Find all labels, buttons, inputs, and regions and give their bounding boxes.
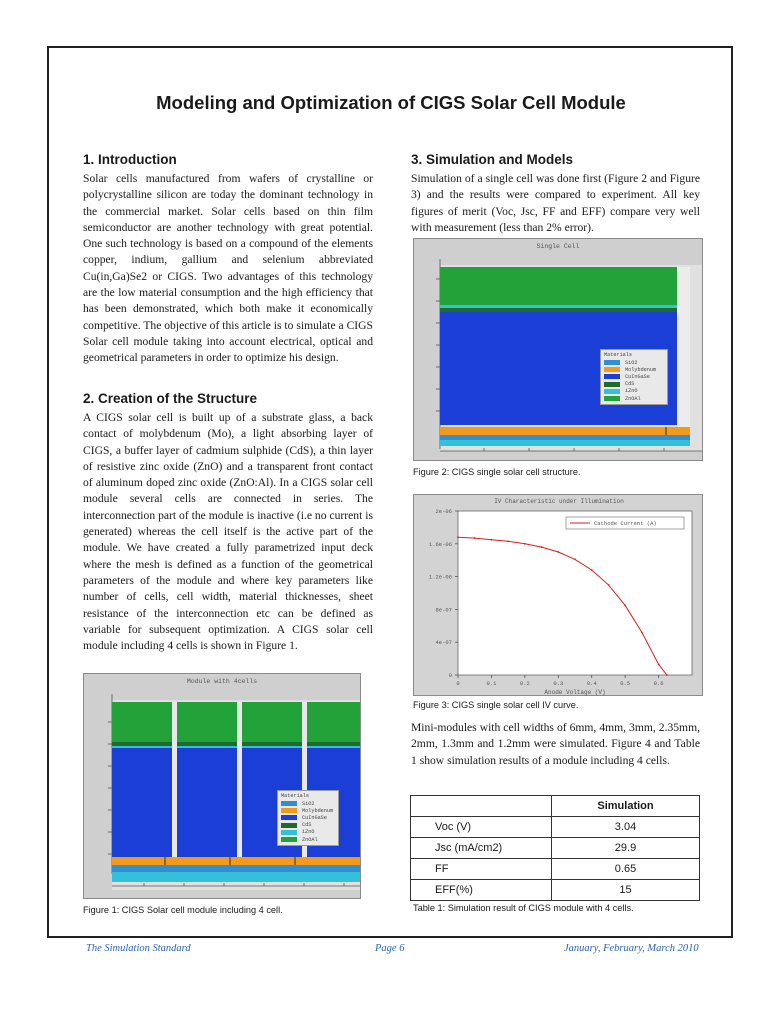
figure-1-module-structure — [83, 673, 361, 899]
iv-chart-svg — [414, 495, 704, 697]
y-tick-label: 1.2e-06 — [428, 573, 452, 581]
plot-area — [458, 511, 692, 675]
figure-1-plot-title: Module with 4cells — [186, 678, 258, 685]
legend-item-molybdenum: Molybdenum — [281, 807, 335, 814]
table-cell-value: 0.65 — [552, 859, 700, 880]
table-row — [411, 817, 700, 838]
y-tick-label: 2e-06 — [435, 508, 452, 515]
data-point — [591, 569, 593, 571]
y-tick-label: 1.6e-06 — [428, 540, 452, 548]
footer-date: January, February, March 2010 — [564, 943, 699, 954]
data-point — [491, 539, 493, 541]
figure-3-iv-chart — [413, 494, 703, 696]
legend-item-izno: iZnO — [281, 829, 335, 836]
legend-item-cds: CdS — [604, 381, 664, 388]
data-point — [457, 536, 459, 538]
x-tick-label: 0.4 — [586, 680, 597, 687]
table-cell-value: 29.9 — [552, 838, 700, 859]
figure-2-plot-title: Single Cell — [536, 243, 580, 250]
table-header-row — [411, 796, 700, 817]
data-point — [507, 540, 509, 542]
legend-item-znoal: ZnOAl — [281, 836, 335, 843]
x-tick-label: 0.6 — [653, 680, 664, 687]
intro-paragraph: Solar cells manufactured from wafers of crystalline or polycrystalline silicon are today the dominant technology in the commercial market. Solar cells based on thin film semiconductor are another technology with great potential. One such technology is based on a compound of the elements copper, indium, gallium and selenium abbreviated Cu(in,Ga)Se2 or CIGS. Two advantages of this technology are the low material consumption and the high efficiency that has been demonstrated, which both make it economically competitive. The objective of this article is to simulate a CIGS Solar cell module taking into account electrical, optical and geometrical parameters in order to optimize his design. — [83, 172, 373, 365]
figure-2-single-cell — [413, 238, 703, 461]
simulation-paragraph: Simulation of a single cell was done first (Figure 2 and Figure 3) and the results were compared to experiment. All key figures of merit (Voc, Jsc, FF and EFF) compare very well with measurement (less than 2% error). — [411, 172, 700, 234]
legend-item-cuingase: CuInGaSe — [604, 373, 664, 380]
data-point — [658, 663, 660, 665]
legend-item-cds: CdS — [281, 822, 335, 829]
table-cell-label: Voc (V) — [411, 817, 552, 838]
legend-title: Materials — [281, 793, 310, 799]
table-row — [411, 838, 700, 859]
table-cell-label: Jsc (mA/cm2) — [411, 838, 552, 859]
legend-item-cuingase: CuInGaSe — [281, 814, 335, 821]
data-point — [474, 537, 476, 539]
table-row — [411, 880, 700, 901]
legend-item-molybdenum: Molybdenum — [604, 366, 664, 373]
table-1-caption: Table 1: Simulation result of CIGS module with 4 cells. — [413, 903, 634, 913]
legend-item-izno: iZnO — [604, 388, 664, 395]
legend-item-znoal: ZnOAl — [604, 395, 664, 402]
table-cell-value: 3.04 — [552, 817, 700, 838]
x-tick-label: 0 — [456, 680, 460, 687]
article-title: Modeling and Optimization of CIGS Solar Cell Module — [156, 92, 626, 113]
x-tick-label: 0.2 — [519, 680, 530, 687]
figure-2-legend — [600, 349, 668, 405]
footer-page-number: Page 6 — [375, 943, 405, 954]
intro-heading: 1. Introduction — [83, 152, 177, 167]
legend-item-sio2: SiO2 — [604, 359, 664, 366]
data-point — [524, 543, 526, 545]
simulation-results-table — [410, 795, 700, 901]
figure-1-plot — [84, 674, 362, 900]
x-axis-label: Anode Voltage (V) — [544, 689, 606, 696]
y-tick-label: 0 — [448, 672, 452, 679]
x-tick-label: 0.3 — [553, 680, 564, 687]
figure-1-legend — [277, 790, 339, 846]
structure-heading: 2. Creation of the Structure — [83, 391, 258, 406]
structure-paragraph: A CIGS solar cell is built up of a substrate glass, a back contact of molybdenum (Mo), a light absorbing layer of CIGS, a buffer layer of cadmium sulphide (CdS), a thin layer of resistive zinc oxide (ZnO) and a transparent front contact of aluminum doped zinc oxide (ZnO:Al). In a CIGS solar cell module several cells are connected in series. The interconnection part of the module is inactive (i.e no current is generated) whereas the cell itself is the active part of the module. We have created a fully parametrized input deck where the mesh is defined as a function of the geometrical parameters of the module and where key parameters like number of cells, cell width, material thicknesses, sheet resistance of the interconnection etc can be defined as variable for subsequent optimization. A CIGS solar cell module including 4 cells is shown in Figure 1. — [83, 411, 373, 653]
data-point — [574, 558, 576, 560]
table-cell-value: 15 — [552, 880, 700, 901]
data-point — [624, 604, 626, 606]
data-point — [541, 546, 543, 548]
legend-title: Materials — [604, 352, 633, 358]
legend-item-sio2: SiO2 — [281, 800, 335, 807]
footer-publication: The Simulation Standard — [86, 943, 191, 954]
figure-2-caption: Figure 2: CIGS single solar cell structure. — [413, 467, 581, 477]
data-point — [666, 674, 668, 676]
data-point — [608, 584, 610, 586]
x-tick-label: 0.5 — [620, 680, 631, 687]
table-cell-label: FF — [411, 859, 552, 880]
data-point — [641, 631, 643, 633]
table-row — [411, 859, 700, 880]
simulation-paragraph-2: Mini-modules with cell widths of 6mm, 4mm, 3mm, 2.35mm, 2mm, 1.3mm and 1.2mm were simulated. Figure 4 and Table 1 show simulation results of a module including 4 cells. — [411, 721, 700, 767]
table-header-empty — [411, 796, 552, 817]
table-header-simulation: Simulation — [552, 796, 700, 817]
figure-3-caption: Figure 3: CIGS single solar cell IV curve. — [413, 700, 579, 710]
chart-legend-label: Cathode Current (A) — [594, 520, 657, 527]
y-tick-label: 8e-07 — [435, 606, 452, 614]
x-tick-label: 0.1 — [486, 680, 497, 687]
data-point — [557, 551, 559, 553]
chart-title: IV Characteristic under Illumination — [494, 498, 624, 505]
simulation-heading: 3. Simulation and Models — [411, 152, 574, 167]
y-tick-label: 4e-07 — [435, 639, 452, 647]
table-cell-label: EFF(%) — [411, 880, 552, 901]
figure-1-caption: Figure 1: CIGS Solar cell module including 4 cell. — [83, 905, 283, 915]
